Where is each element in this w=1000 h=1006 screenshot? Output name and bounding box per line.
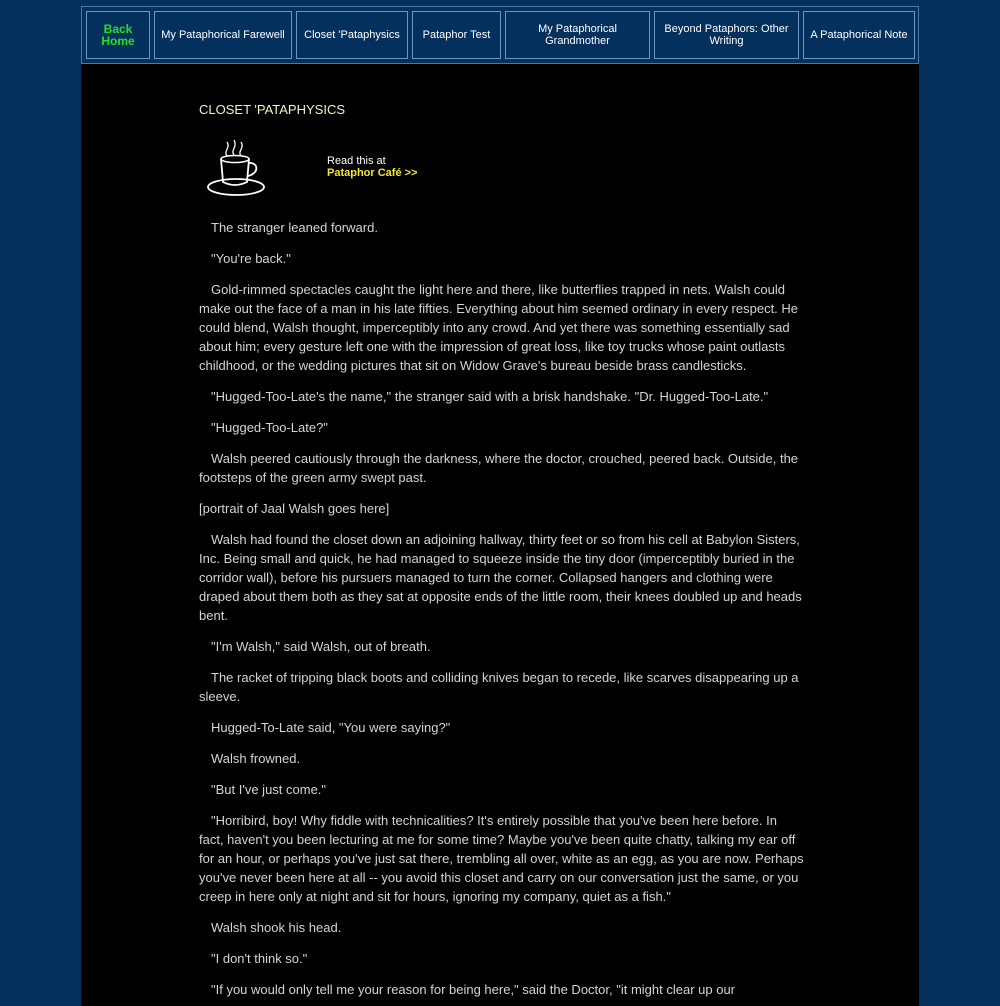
story-paragraph: "I don't think so." [211,951,308,966]
story-paragraph: "I'm Walsh," said Walsh, out of breath. [211,639,431,654]
story-paragraph: "Hugged-Too-Late's the name," the stranger said with a brisk handshake. "Dr. Hugged-Too-Late." [211,389,769,404]
story-paragraph: The stranger leaned forward. [211,220,378,235]
page-title: CLOSET 'PATAPHYSICS [199,102,346,117]
story-paragraph: Hugged-To-Late said, "You were saying?" [211,720,451,735]
read-this-text: Read this at [327,155,386,167]
nav-closet-pataphysics[interactable]: Closet 'Pataphysics [296,11,408,59]
story-paragraph: "But I've just come." [211,782,327,797]
nav-pataphorical-farewell[interactable]: My Pataphorical Farewell [154,11,292,59]
cafe-promo [199,138,805,200]
portrait-placeholder: [portrait of Jaal Walsh goes here] [199,501,390,516]
story-paragraph: "You're back." [211,251,291,266]
story-paragraph: Walsh had found the closet down an adjoining hallway, thirty feet or so from his cell at Babylon Sisters, Inc. Being small and quick, he had managed to squeeze inside the tiny door (imperceptibly buried in the corridor wall), before his pursuers managed to turn the corner. Collapsed hangers and clothing were draped about them both as they sat at opposite ends of the little room, their knees doubled up and heads bent. [199,532,802,623]
story-paragraph: The racket of tripping black boots and colliding knives began to recede, like scarves disappearing up a sleeve. [199,670,799,704]
pataphor-cafe-link[interactable]: Pataphor Café >> [327,167,418,179]
top-navigation [81,6,919,64]
story-paragraph: Gold-rimmed spectacles caught the light here and there, like butterflies trapped in nets. Walsh could make out the face of a man in his late fifties. Everything about him seemed ordinary in every respect. He could blend, Walsh thought, imperceptibly into any crowd. And yet there was something essentially sad about him; every gesture left one with the impression of great loss, like toy trucks whose paint outlasts childhood, or the wedding pictures that sit on Widow Grave's bureau beside brass candlesticks. [199,282,799,373]
nav-pataphorical-grandmother[interactable]: My Pataphorical Grandmother [505,11,650,59]
story-paragraph: Walsh peered cautiously through the darkness, where the doctor, crouched, peered back. Outside, the footsteps of the green army swept past. [199,451,799,485]
story-paragraph: "Hugged-Too-Late?" [211,420,328,435]
story-paragraph: Walsh frowned. [211,751,301,766]
story-paragraph: "Horribird, boy! Why fiddle with technicalities? It's entirely possible that you've been here before. In fact, haven't you been lecturing at me for some time? Maybe you've been quite chatty, talking my ear off for an hour, or perhaps you've just sat there, trembling all over, white as an egg, as you are now. Perhaps you've never been here at all -- you avoid this closet and carry on our conversation just the same, or you creep in here only at night and sit for hours, ignoring my company, quiet as a fish." [199,813,804,904]
story-content [199,100,805,999]
nav-back-home[interactable]: Back Home [86,11,150,59]
read-this-label [327,155,417,179]
story-paragraph: Walsh shook his head. [211,920,342,935]
nav-pataphor-test[interactable]: Pataphor Test [412,11,501,59]
story-paragraph: "If you would only tell me your reason for being here," said the Doctor, "it might clear up our [211,982,735,997]
coffee-cup-icon [205,138,269,198]
nav-beyond-pataphors[interactable]: Beyond Pataphors: Other Writing [654,11,799,59]
nav-pataphorical-note[interactable]: A Pataphorical Note [803,11,915,59]
